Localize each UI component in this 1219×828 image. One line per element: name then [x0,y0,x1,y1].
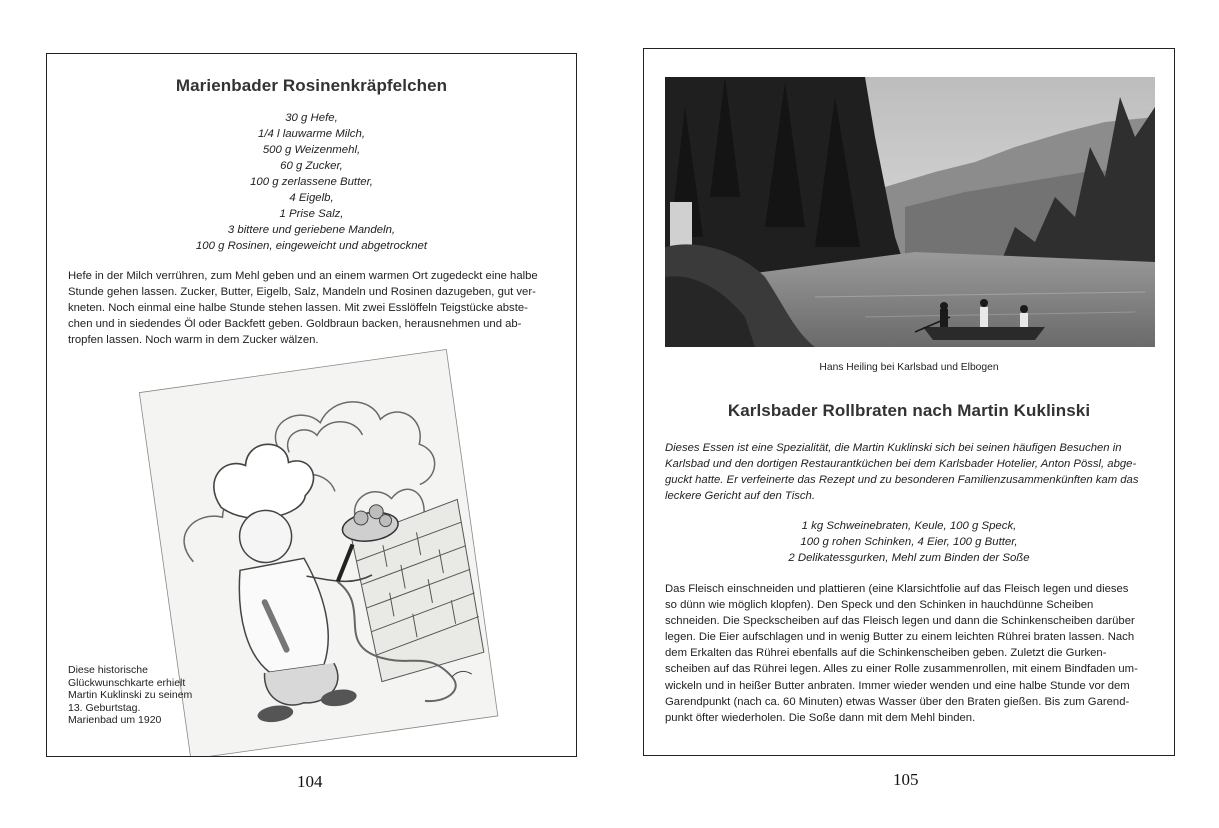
photo-caption: Hans Heiling bei Karlsbad und Elbogen [819,362,999,373]
text-line: Hefe in der Milch verrühren, zum Mehl geben und an einem warmen Ort zugedeckt eine halbe [68,270,538,282]
text-line: dem Erkalten das Rührei ebenfalls auf die Schinkenscheiben geben. Zuletzt die Gurken- [665,647,1107,660]
text-line: Dieses Essen ist eine Spezialität, die Martin Kuklinski sich bei seinen häufigen Besuchen in [665,442,1122,454]
text-line: Karlsbad und den dortigen Restaurantküchen bei dem Karlsbader Hotelier, Anton Pössl, abge- [665,458,1137,471]
text-line: Garendpunkt (nach ca. 60 Minuten) etwas Wasser über den Braten gießen. Bis zum Garend- [665,695,1130,708]
ingredient-line: 4 Eigelb, [289,192,334,204]
text-line: wickeln und in heißer Butter anbraten. Immer wieder wenden und eine halbe Stunde vor dem [665,679,1130,692]
text-line: punkt öfter wiederholen. Die Soße dann mit dem Mehl binden. [665,711,976,724]
ingredient-line: 100 g rohen Schinken, 4 Eier, 100 g Butter, [800,536,1018,549]
ingredient-list [47,110,576,254]
instructions-paragraph [68,268,556,348]
text-line: kneten. Noch einmal eine halbe Stunde stehen lassen. Mit zwei Esslöffeln Teigstücke abste- [68,302,528,315]
text-line: scheiben auf das Rührei legen. Alles zu einer Rolle zusammenrollen, mit einem Bindfaden um- [665,663,1138,676]
page-number-right: 105 [893,770,919,789]
text-line: legen. Die Eier aufschlagen und in wenig Butter zu einem leichten Rührei braten lassen. Nach [665,631,1135,644]
caption-line: Martin Kuklinski zu seinem [68,689,193,702]
recipe-title: Marienbader Rosinenkräpfelchen [175,76,448,95]
text-line: so dünn wie möglich klopfen). Den Speck und den Schinken in hauchdünne Scheiben [665,599,1094,612]
caption-line: 13. Geburtstag. [68,701,141,714]
ingredient-line: 1 Prise Salz, [279,208,344,220]
ingredient-line: 100 g Rosinen, eingeweicht und abgetrocknet [195,240,428,252]
ingredient-list [644,518,1174,567]
ingredient-line: 3 bittere und geriebene Mandeln, [227,224,396,236]
text-line: Stunde gehen lassen. Zucker, Butter, Eigelb, Salz, Mandeln und Rosinen dazugeben, gut ver- [68,286,536,299]
building [670,202,692,247]
caption-line: Glückwunschkarte erhielt [68,676,186,689]
landscape-photo [665,77,1155,347]
caption-line: Marienbad um 1920 [68,714,162,727]
left-page [46,53,577,757]
page-number-left: 104 [297,772,323,791]
instructions-paragraph [665,581,1155,726]
text-line: guckt hatte. Er verfeinerte das Rezept und zu besonderen Familienzusammenkünften kam das [665,474,1139,487]
text-line: chen und in siedendes Öl oder Backfett geben. Goldbraun backen, herausnehmen und ab- [68,318,522,331]
ingredient-line: 100 g zerlassene Butter, [250,176,373,188]
intro-paragraph [665,440,1155,504]
ingredient-line: 1 kg Schweinebraten, Keule, 100 g Speck, [801,520,1017,532]
ingredient-line: 1/4 l lauwarme Milch, [258,128,365,140]
ingredient-line: 30 g Hefe, [285,112,338,124]
right-page [643,48,1175,756]
caption-line: Diese historische [68,664,148,676]
text-line: schneiden. Die Speckscheiben auf das Fleisch legen und dann die Schinkenscheiben darüber [665,615,1135,628]
text-line: tropfen lassen. Noch warm in dem Zucker wälzen. [68,334,319,347]
ingredient-line: 2 Delikatessgurken, Mehl zum Binden der Soße [788,552,1030,565]
ingredient-line: 60 g Zucker, [280,160,343,172]
ingredient-line: 500 g Weizenmehl, [262,144,361,156]
text-line: Das Fleisch einschneiden und plattieren (eine Klarsichtfolie auf das Fleisch legen und dieses [665,583,1129,595]
image-caption [68,664,192,727]
text-line: leckere Gericht auf den Tisch. [665,490,815,503]
recipe-title: Karlsbader Rollbraten nach Martin Kuklinski [727,401,1091,420]
